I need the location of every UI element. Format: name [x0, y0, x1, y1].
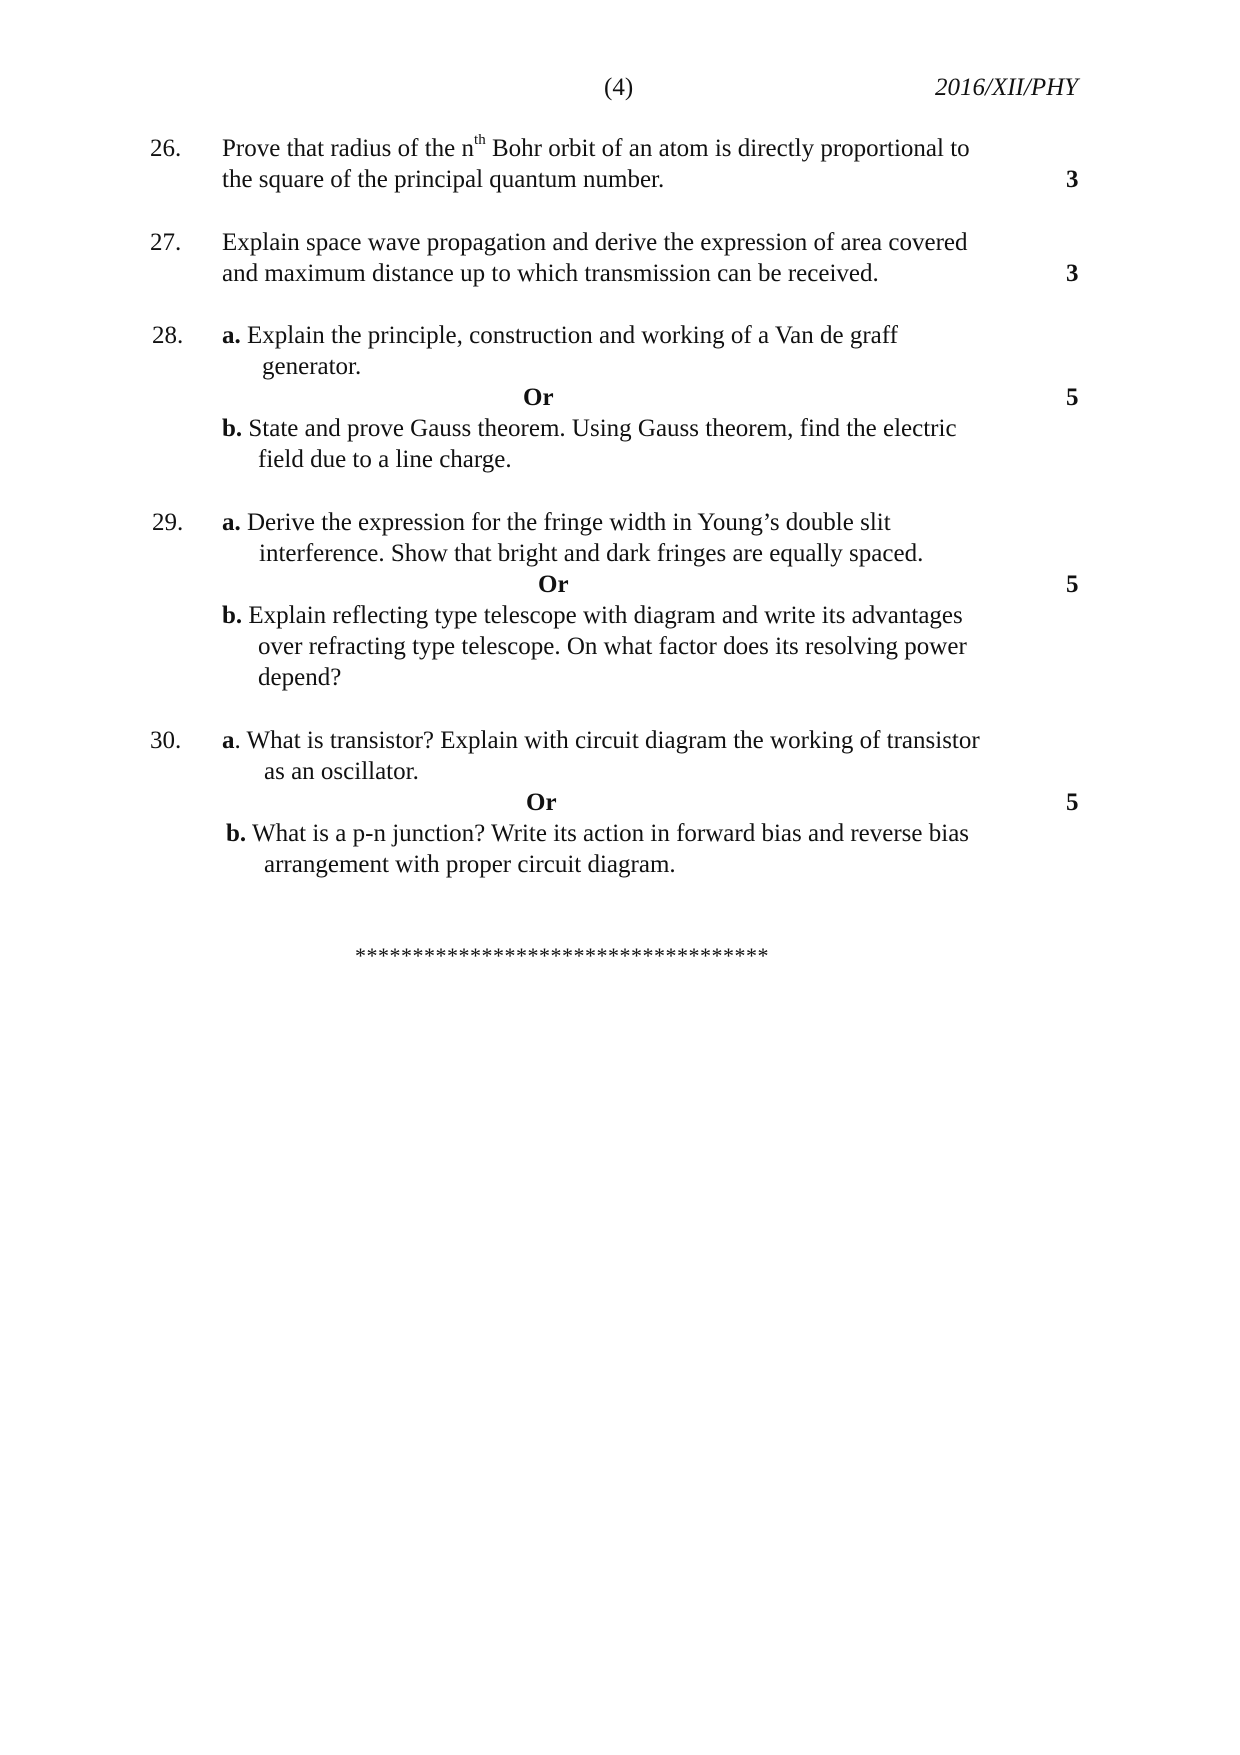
- option-b-line: over refracting type telescope. On what factor does its resolving power: [258, 633, 967, 660]
- option-text: State and prove Gauss theorem. Using Gauss theorem, find the electric: [248, 415, 957, 442]
- option-a-line: [222, 726, 980, 756]
- option-text: Derive the expression for the fringe width in Young’s double slit: [247, 509, 891, 536]
- option-label: b.: [226, 820, 247, 847]
- option-b-line: depend?: [258, 664, 342, 691]
- option-a-line: [222, 508, 891, 538]
- option-b-line: [222, 414, 957, 444]
- option-text: Explain the principle, construction and working of a Van de graff: [247, 322, 898, 349]
- question-text-part: Bohr orbit of an atom is directly proportional to: [485, 135, 970, 162]
- or-separator: Or: [523, 384, 554, 411]
- marks: 3: [1066, 166, 1079, 193]
- marks: 5: [1066, 789, 1079, 816]
- page-number: (4): [604, 74, 634, 101]
- option-a-line: as an oscillator.: [264, 758, 419, 785]
- option-b-line: arrangement with proper circuit diagram.: [264, 851, 676, 878]
- or-separator: Or: [538, 571, 569, 598]
- question-text-line: Explain space wave propagation and derive the expression of area covered: [222, 229, 968, 256]
- question-number: 26.: [150, 135, 182, 162]
- option-a-line: generator.: [262, 353, 362, 380]
- question-text-line: and maximum distance up to which transmission can be received.: [222, 260, 879, 287]
- option-label: b.: [222, 602, 243, 629]
- question-text-part: Prove that radius of the n: [222, 135, 475, 162]
- question-text-line: [222, 134, 970, 164]
- option-label: b.: [222, 415, 243, 442]
- option-b-line: field due to a line charge.: [258, 446, 512, 473]
- option-label: a.: [222, 509, 241, 536]
- option-b-line: [226, 819, 969, 849]
- question-text-line: the square of the principal quantum number.: [222, 166, 665, 193]
- superscript: th: [474, 132, 486, 148]
- option-a-line: interference. Show that bright and dark fringes are equally spaced.: [259, 540, 924, 567]
- option-label: a: [222, 727, 235, 754]
- option-text: Explain reflecting type telescope with diagram and write its advantages: [248, 602, 963, 629]
- question-number: 30.: [150, 727, 182, 754]
- option-a-line: [222, 321, 898, 351]
- option-b-line: [222, 601, 963, 631]
- marks: 3: [1066, 260, 1079, 287]
- option-text: What is a p-n junction? Write its action in forward bias and reverse bias: [251, 820, 970, 847]
- option-label: a.: [222, 322, 241, 349]
- option-text: . What is transistor? Explain with circuit diagram the working of transistor: [234, 727, 980, 754]
- or-separator: Or: [526, 789, 557, 816]
- end-of-paper-stars: ************************************: [355, 943, 769, 968]
- paper-code: 2016/XII/PHY: [935, 74, 1079, 101]
- marks: 5: [1066, 384, 1079, 411]
- marks: 5: [1066, 571, 1079, 598]
- question-number: 29.: [152, 509, 184, 536]
- question-number: 27.: [150, 229, 182, 256]
- question-number: 28.: [152, 322, 184, 349]
